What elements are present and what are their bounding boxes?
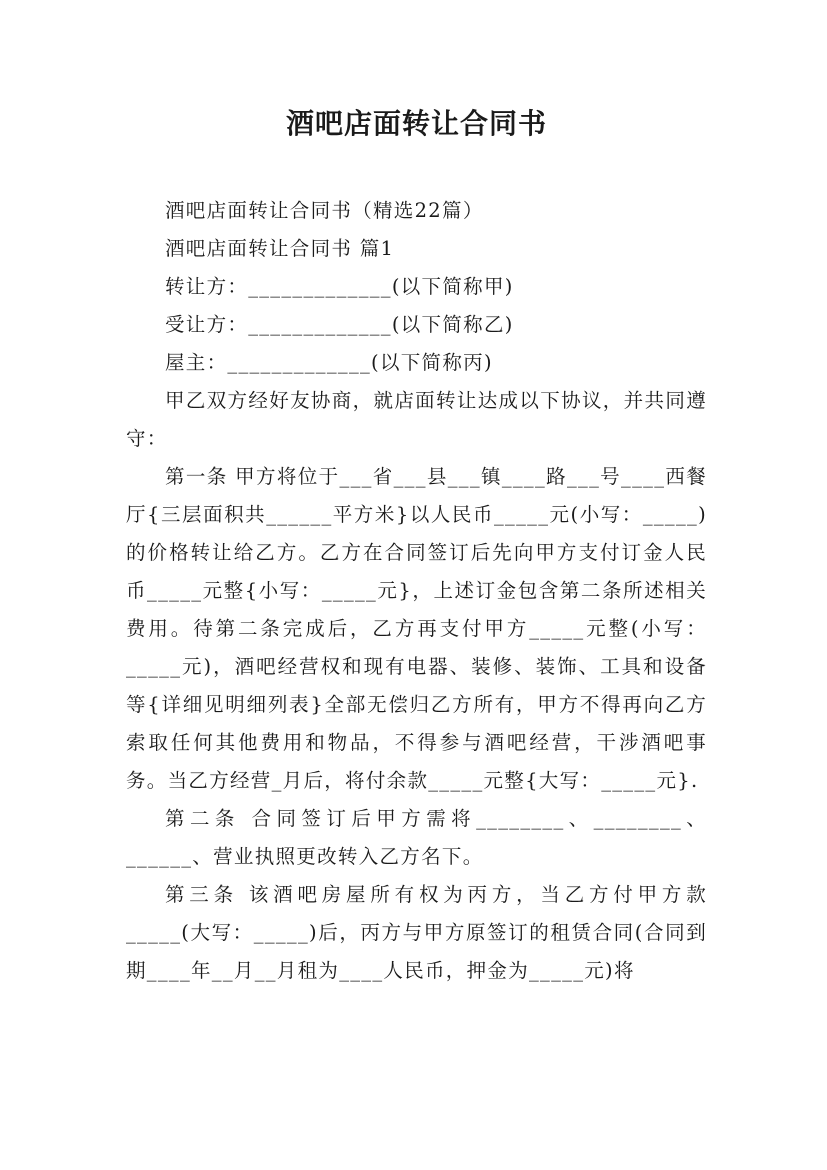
paragraph-transferee: 受让方：_____________(以下简称乙)	[165, 313, 514, 336]
paragraph-article-2: 第二条 合同签订后甲方需将________、________、______、营业执照更改转入乙方名下。	[126, 807, 707, 868]
paragraph-collection-heading: 酒吧店面转让合同书（精选22篇）	[165, 199, 484, 222]
document-body	[126, 192, 707, 990]
paragraph-transferor: 转让方：_____________(以下简称甲)	[165, 275, 514, 298]
paragraph-article-3: 第三条 该酒吧房屋所有权为丙方，当乙方付甲方款_____(大写：_____)后，丙方与甲方原签订的租赁合同(合同到期____年__月__月租为____人民币，押金为_____元)将	[126, 883, 707, 982]
paragraph-article-1: 第一条 甲方将位于___省___县___镇____路___号____西餐厅{三层面积共______平方米}以人民币_____元(小写：_____)的价格转让给乙方。乙方在合同签订后先向甲方支付订金人民币_____元整{小写：_____元}，上述订金包含第二条所述相关费用。待第二条完成后，乙方再支付甲方_____元整(小写：_____元)，酒吧经营权和现有电器、装修、装饰、工具和设备等{详细见明细列表}全部无偿归乙方所有，甲方不得再向乙方索取任何其他费用和物品，不得参与酒吧经营，干涉酒吧事务。当乙方经营_月后，将付余款_____元整{大写：_____元}.	[126, 465, 707, 792]
paragraph-preamble: 甲乙双方经好友协商，就店面转让达成以下协议，并共同遵守：	[126, 389, 707, 450]
paragraph-landlord: 屋主：_____________(以下简称丙)	[165, 351, 493, 374]
paragraph-section-heading: 酒吧店面转让合同书 篇1	[165, 237, 395, 260]
document-title: 酒吧店面转让合同书	[285, 107, 547, 140]
